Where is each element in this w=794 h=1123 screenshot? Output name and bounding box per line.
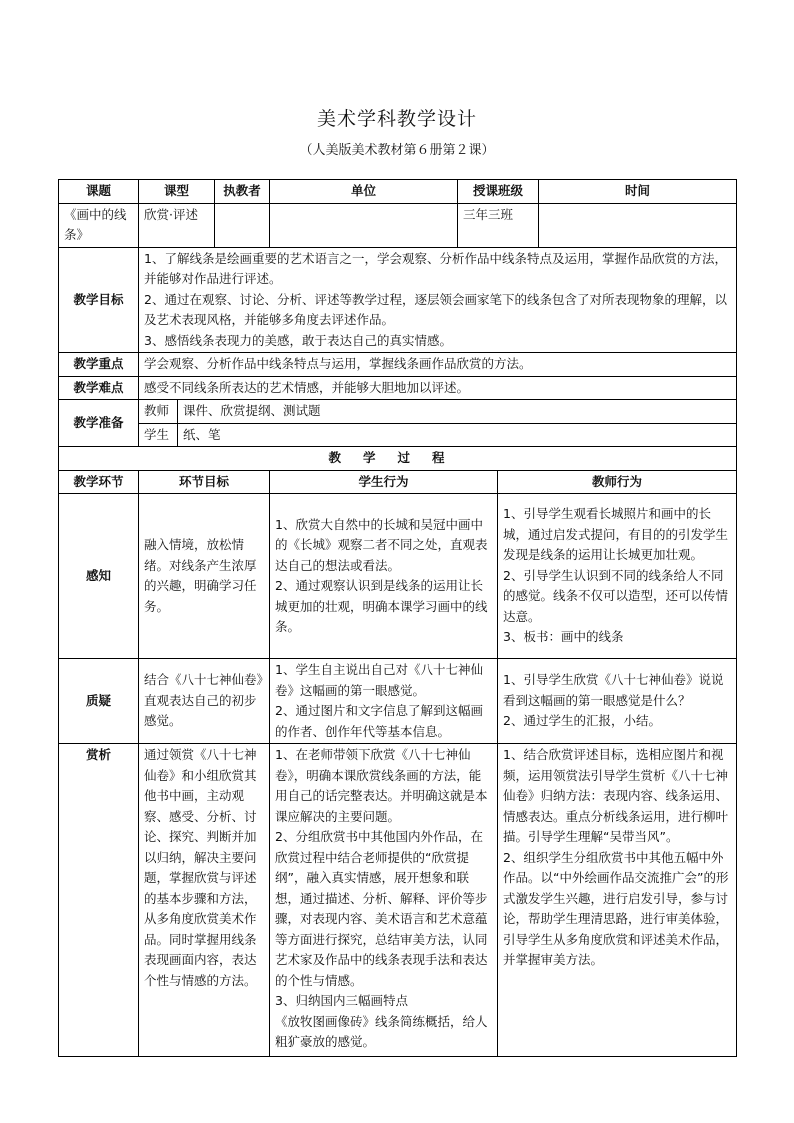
stage-goal: 结合《八十七神仙卷》直观表达自己的初步感觉。 [139,659,270,744]
header-class: 授课班级 [458,180,539,204]
process-header-stage: 教学环节 [59,470,139,494]
prep-student-row [59,423,737,447]
info-header-row [59,180,737,204]
header-time: 时间 [539,180,737,204]
process-header-goal: 环节目标 [139,470,270,494]
objectives-row [59,247,737,353]
header-type: 课型 [139,180,215,204]
value-time [539,203,737,247]
key-point-label: 教学重点 [59,353,139,377]
prep-teacher-label: 教师 [139,400,178,424]
process-row-appreciation [59,744,737,1057]
value-topic: 《画中的线条》 [59,203,139,247]
stage-label: 质疑 [59,659,139,744]
info-value-row [59,203,737,247]
objective-item: 3、感悟线条表现力的美感，敢于表达自己的真实情感。 [144,332,452,348]
difficulty-text: 感受不同线条所表达的艺术情感，并能够大胆地加以评述。 [139,376,737,400]
document-subtitle: （人美版美术教材第６册第２课） [299,143,495,158]
objectives-label: 教学目标 [59,247,139,353]
key-point-text: 学会观察、分析作品中线条特点与运用，掌握线条画作品欣赏的方法。 [139,353,737,377]
process-heading-row [59,447,737,471]
prep-label: 教学准备 [59,400,139,447]
header-teacher: 执教者 [215,180,270,204]
process-header-student: 学生行为 [270,470,498,494]
stage-goal: 通过领赏《八十七神仙卷》和小组欣赏其他书中画，主动观察、感受、分析、讨论、探究、判断并加以归纳，解决主要问题，掌握欣赏与评述的基本步骤和方法，从多角度欣赏美术作品。同时掌握用线条表现画面内容，表达个性与情感的方法。 [139,744,270,1057]
objective-item: 1、了解线条是绘画重要的艺术语言之一，学会观察、分析作品中线条特点及运用，掌握作品欣赏的方法，并能够对作品进行评述。 [144,250,727,286]
value-unit [270,203,458,247]
value-class: 三年三班 [458,203,539,247]
header-topic: 课题 [59,180,139,204]
lesson-plan-table [58,179,737,1057]
difficulty-label: 教学难点 [59,376,139,400]
process-heading: 教学过程 [59,447,737,471]
objectives-content [139,247,737,353]
difficulty-row [59,376,737,400]
stage-label: 赏析 [59,744,139,1057]
stage-label: 感知 [59,494,139,659]
stage-goal: 融入情境，放松情绪。对线条产生浓厚的兴趣，明确学习任务。 [139,494,270,659]
stage-student: 1、欣赏大自然中的长城和吴冠中画中的《长城》观察二者不同之处，直观表达自己的想法或看法。 2、通过观察认识到是线条的运用让长城更加的壮观，明确本课学习画中的线条。 [270,494,498,659]
process-header-row [59,470,737,494]
header-unit: 单位 [270,180,458,204]
process-row-question [59,659,737,744]
prep-student-label: 学生 [139,423,178,447]
stage-student: 1、学生自主说出自己对《八十七神仙卷》这幅画的第一眼感觉。 2、通过图片和文字信息了解到这幅画的作者、创作年代等基本信息。 [270,659,498,744]
stage-student: 1、在老师带领下欣赏《八十七神仙卷》，明确本课欣赏线条画的方法，能用自己的话完整表达。并明确这就是本课应解决的主要问题。 2、分组欣赏书中其他国内外作品，在欣赏过程中结合老师提供的“欣赏提纲”，融入真实情感，展开想象和联想，通过描述、分析、解释、评价等步骤，对表现内容、美术语言和艺术意蕴等方面进行探究，总结审美方法，认同艺术家及作品中的线条表现手法和表达的个性与情感。 3、归纳国内三幅画特点 《放牧图画像砖》线条简练概括，给人粗犷豪放的感觉。 [270,744,498,1057]
stage-teacher: 1、结合欣赏评述目标，选相应图片和视频，运用领赏法引导学生赏析《八十七神仙卷》归纳方法：表现内容、线条运用、情感表达。重点分析线条运用，进行柳叶描。引导学生理解“吴带当风”。 2、组织学生分组欣赏书中其他五幅中外作品。以“中外绘画作品交流推广会”的形式激发学生兴趣，进行启发引导，参与讨论，帮助学生理清思路，进行审美体验，引导学生从多角度欣赏和评述美术作品，并掌握审美方法。 [498,744,737,1057]
process-header-teacher: 教师行为 [498,470,737,494]
prep-student-text: 纸、笔 [178,423,737,447]
process-row-perception [59,494,737,659]
key-point-row [59,353,737,377]
objective-item: 2、通过在观察、讨论、分析、评述等教学过程，逐层领会画家笔下的线条包含了对所表现物象的理解，以及艺术表现风格，并能够多角度去评述作品。 [144,291,727,327]
value-teacher [215,203,270,247]
prep-teacher-text: 课件、欣赏提纲、测试题 [178,400,737,424]
stage-teacher: 1、引导学生观看长城照片和画中的长城，通过启发式提问，有目的的引发学生发现是线条的运用让长城更加壮观。 2、引导学生认识到不同的线条给人不同的感觉。线条不仅可以造型，还可以传情达意。 3、板书：画中的线条 [498,494,737,659]
document-title: 美术学科教学设计 [316,108,477,130]
prep-teacher-row [59,400,737,424]
value-type: 欣赏·评述 [139,203,215,247]
stage-teacher: 1、引导学生欣赏《八十七神仙卷》说说看到这幅画的第一眼感觉是什么？ 2、通过学生的汇报，小结。 [498,659,737,744]
